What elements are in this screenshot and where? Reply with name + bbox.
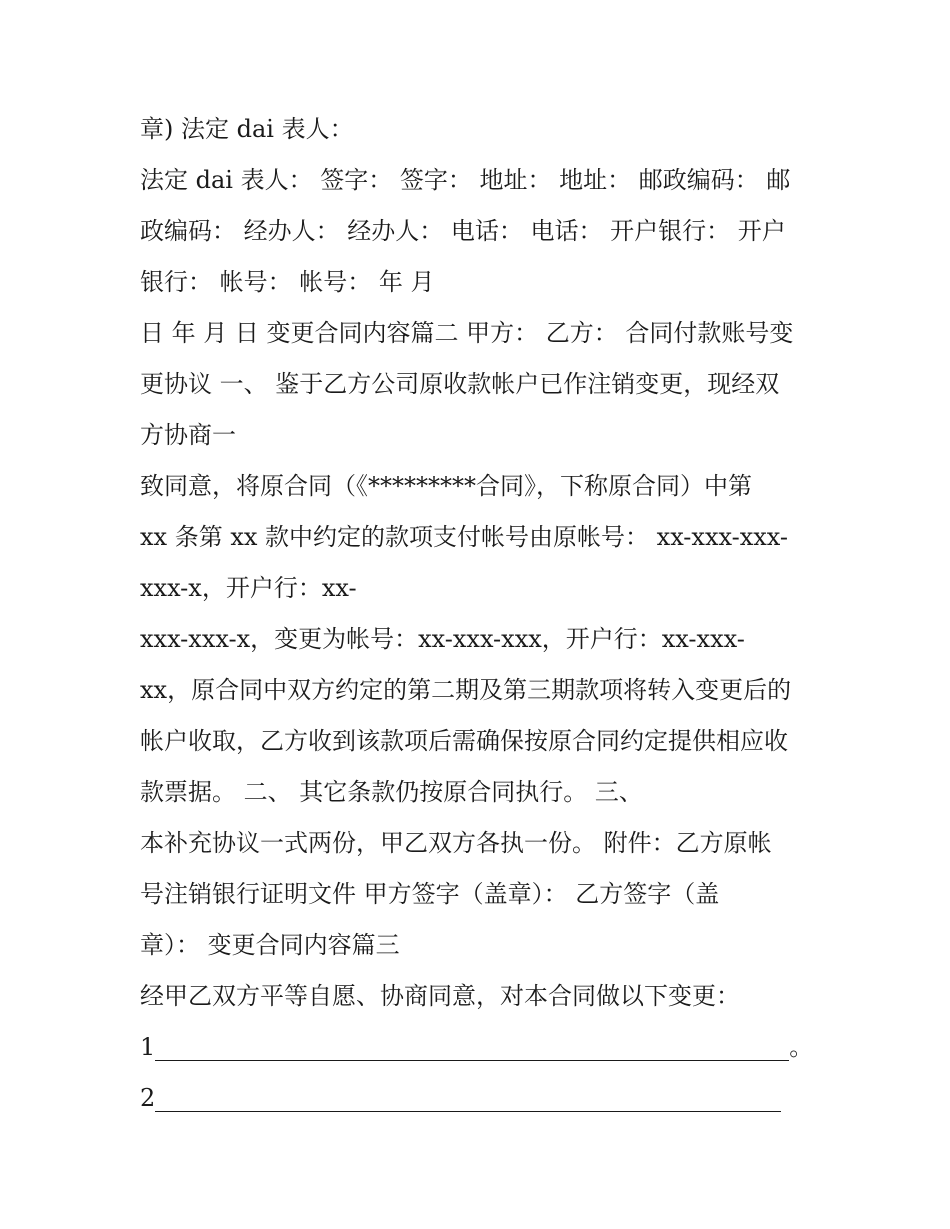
- blank-item-number: 2: [140, 1084, 156, 1112]
- text-line: 本补充协议一式两份，甲乙双方各执一份。 附件：乙方原帐: [140, 829, 772, 857]
- fill-in-blank: [155, 1059, 789, 1061]
- text-line: 号注销银行证明文件 甲方签字（盖章）： 乙方签字（盖: [140, 880, 720, 908]
- blank-item-suffix: 。: [789, 1033, 814, 1061]
- text-line: 法定 dai 表人： 签字： 签字： 地址： 地址： 邮政编码： 邮: [140, 166, 791, 194]
- blank-item-number: 1: [140, 1033, 156, 1061]
- text-line: 帐户收取，乙方收到该款项后需确保按原合同约定提供相应收: [140, 727, 788, 755]
- contract-text: [140, 104, 830, 1124]
- text-line: 款票据。 二、 其它条款仍按原合同执行。 三、: [140, 778, 643, 806]
- text-line: xx 条第 xx 款中约定的款项支付帐号由原帐号： xx-xxx-xxx-: [140, 523, 788, 551]
- text-line: 政编码： 经办人： 经办人： 电话： 电话： 开户银行： 开户: [140, 217, 786, 245]
- text-line: 章）： 变更合同内容篇三: [140, 931, 400, 959]
- fill-in-blank: [155, 1110, 781, 1112]
- text-line: 章) 法定 dai 表人：: [140, 115, 354, 143]
- blank-item-1: [140, 1022, 830, 1073]
- text-line: 方协商一: [140, 421, 236, 449]
- text-line: 银行： 帐号： 帐号： 年 月: [140, 268, 435, 296]
- text-line: xxx-xxx-x，变更为帐号：xx-xxx-xxx，开户行：xx-xxx-: [140, 625, 745, 653]
- text-line: xxx-x，开户行：xx-: [140, 574, 357, 602]
- text-line: 致同意，将原合同（《*********合同》，下称原合同）中第: [140, 472, 752, 500]
- blank-item-2: [140, 1073, 830, 1124]
- text-line: xx，原合同中双方约定的第二期及第三期款项将转入变更后的: [140, 676, 792, 704]
- text-line: 日 年 月 日 变更合同内容篇二 甲方： 乙方： 合同付款账号变: [140, 319, 794, 347]
- text-line: 更协议 一、 鉴于乙方公司原收款帐户已作注销变更，现经双: [140, 370, 780, 398]
- text-line: 经甲乙双方平等自愿、协商同意，对本合同做以下变更：: [140, 982, 740, 1010]
